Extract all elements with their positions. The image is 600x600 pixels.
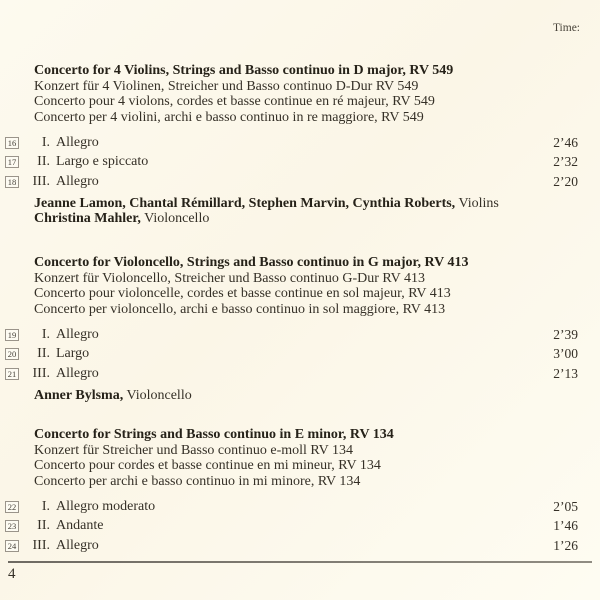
movement-name: Allegro	[56, 173, 99, 189]
movement-name: Allegro moderato	[56, 498, 156, 514]
movement-numeral: III.	[32, 365, 50, 381]
track-number-badge: 17	[5, 156, 19, 168]
movement-name: Largo e spiccato	[56, 154, 149, 170]
movement-name: Allegro	[56, 134, 99, 150]
concerto-title-french: Concerto pour violoncelle, cordes et basse continue en sol majeur, RV 413	[34, 286, 451, 301]
track-row	[0, 172, 600, 192]
movement-name: Allegro	[56, 326, 99, 342]
track-row	[0, 536, 600, 556]
performer-credits	[34, 196, 600, 227]
concerto-title-german: Konzert für Streicher und Basso continuo e-moll RV 134	[34, 442, 354, 458]
footer-divider	[8, 561, 592, 563]
movement-time: 2’13	[553, 365, 578, 381]
performer-role: Violoncello	[144, 211, 210, 226]
movement-name: Allegro	[56, 365, 99, 381]
movement-name: Largo	[56, 346, 90, 362]
movement-numeral: III.	[32, 173, 50, 189]
movement-numeral: I.	[41, 498, 50, 514]
performer-names: Anner Bylsma,	[34, 387, 124, 403]
track-row	[0, 325, 600, 345]
concerto-section-rv413	[0, 255, 600, 403]
concerto-section-rv134	[0, 427, 600, 556]
track-row	[0, 517, 600, 537]
track-number-badge: 21	[5, 368, 19, 380]
track-row	[0, 153, 600, 173]
movement-numeral: II.	[37, 154, 50, 170]
movement-time: 2’05	[553, 498, 578, 514]
performer-line	[34, 196, 600, 212]
movement-numeral: I.	[41, 326, 50, 342]
concerto-section-rv549	[0, 63, 600, 227]
performer-role: Violoncello	[126, 387, 192, 403]
concerto-title: Concerto for Strings and Basso continuo in E minor, RV 134	[34, 427, 394, 442]
track-number-badge: 23	[5, 520, 19, 532]
performer-credits	[34, 388, 600, 404]
movement-numeral: III.	[32, 537, 50, 553]
track-number-badge: 19	[5, 329, 19, 341]
track-row	[0, 345, 600, 365]
performer-role: Violins	[458, 195, 499, 211]
movement-numeral: II.	[37, 518, 50, 534]
movement-numeral: II.	[37, 346, 50, 362]
movement-time: 3’00	[553, 346, 578, 362]
movement-time: 2’20	[553, 173, 578, 189]
movement-name: Allegro	[56, 537, 99, 553]
movement-time: 1’46	[553, 518, 578, 534]
track-row	[0, 364, 600, 384]
track-number-badge: 22	[5, 501, 19, 513]
track-number-badge: 18	[5, 176, 19, 188]
track-list	[0, 325, 600, 384]
concerto-title: Concerto for Violoncello, Strings and Basso continuo in G major, RV 413	[34, 255, 469, 270]
track-row	[0, 497, 600, 517]
concerto-title-italian: Concerto per archi e basso continuo in mi minore, RV 134	[34, 473, 361, 489]
track-list	[0, 133, 600, 192]
concerto-title-italian: Concerto per 4 violini, archi e basso continuo in re maggiore, RV 549	[34, 109, 424, 125]
concerto-title: Concerto for 4 Violins, Strings and Basso continuo in D major, RV 549	[34, 63, 454, 78]
performer-line	[34, 211, 600, 227]
page-number: 4	[8, 566, 16, 582]
concerto-title-french: Concerto pour 4 violons, cordes et basse continue en ré majeur, RV 549	[34, 94, 435, 109]
track-number-badge: 16	[5, 137, 19, 149]
concerto-title-french: Concerto pour cordes et basse continue en mi mineur, RV 134	[34, 458, 381, 473]
movement-numeral: I.	[41, 134, 50, 150]
track-number-badge: 20	[5, 348, 19, 360]
track-list	[0, 497, 600, 556]
performer-line	[34, 388, 600, 404]
time-column-header: Time:	[552, 22, 580, 34]
performer-names: Christina Mahler,	[34, 211, 141, 226]
performer-names: Jeanne Lamon, Chantal Rémillard, Stephen Marvin, Cynthia Roberts,	[34, 195, 456, 211]
concerto-title-italian: Concerto per violoncello, archi e basso continuo in sol maggiore, RV 413	[34, 301, 446, 317]
movement-name: Andante	[56, 518, 104, 534]
movement-time: 2’32	[553, 154, 578, 170]
track-number-badge: 24	[5, 540, 19, 552]
concerto-title-german: Konzert für Violoncello, Streicher und Basso continuo G-Dur RV 413	[34, 270, 426, 286]
movement-time: 2’39	[553, 326, 578, 342]
track-row	[0, 133, 600, 153]
concerto-title-german: Konzert für 4 Violinen, Streicher und Basso continuo D-Dur RV 549	[34, 78, 419, 94]
movement-time: 2’46	[553, 134, 578, 150]
movement-time: 1’26	[553, 537, 578, 553]
